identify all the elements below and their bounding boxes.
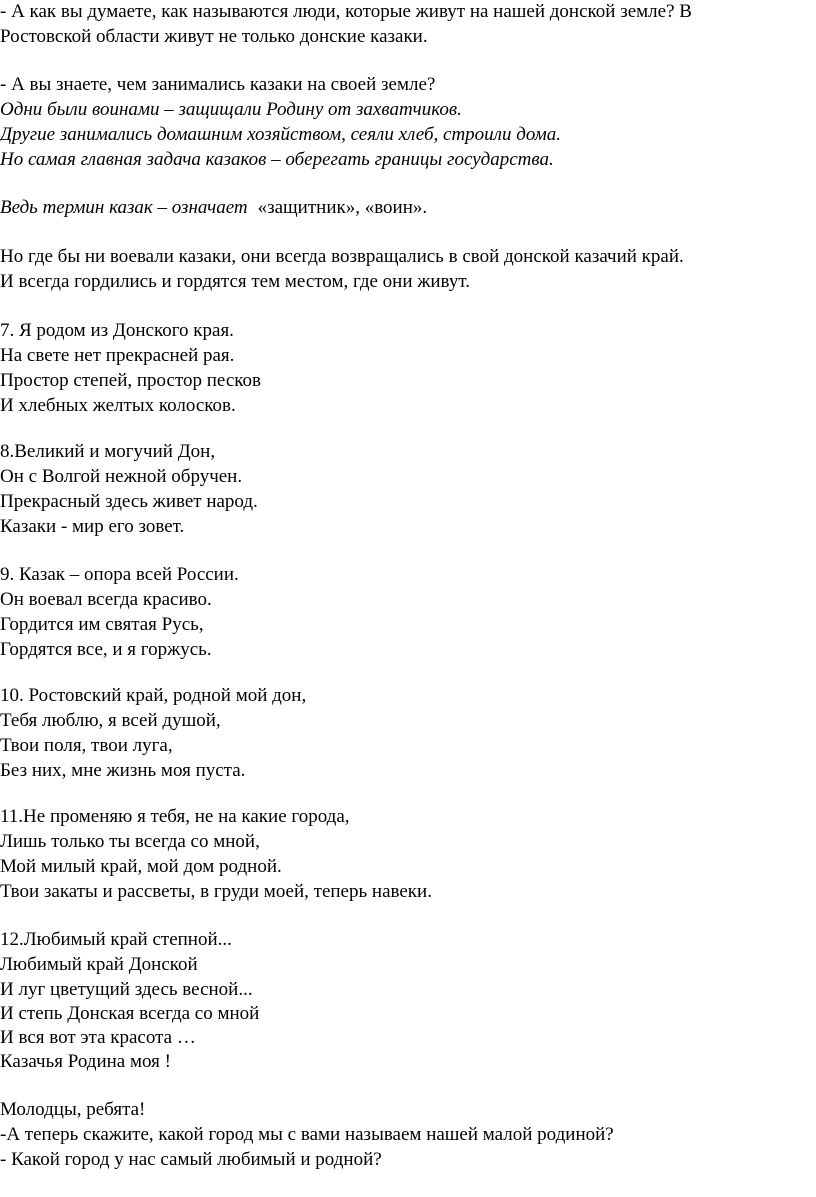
outro-line-1: Но где бы ни воевали казаки, они всегда возвращались в свой донской казачий край.	[0, 246, 684, 267]
poem-9-line-3: Гордится им святая Русь,	[0, 614, 204, 635]
poem-12-line-6: Казачья Родина моя !	[0, 1051, 171, 1072]
intro-line-1: - А как вы думаете, как называются люди, которые живут на нашей донской земле? В	[0, 1, 692, 22]
poem-11-line-3: Мой милый край, мой дом родной.	[0, 856, 282, 877]
closing-line-1: Молодцы, ребята!	[0, 1099, 146, 1120]
poem-10-line-1: 10. Ростовский край, родной мой дон,	[0, 685, 307, 706]
poem-9-line-4: Гордятся все, и я горжусь.	[0, 639, 212, 660]
closing-line-3: - Какой город у нас самый любимый и родной?	[0, 1149, 382, 1170]
poem-12-line-5: И вся вот эта красота …	[0, 1027, 196, 1048]
poem-10-line-2: Тебя люблю, я всей душой,	[0, 710, 221, 731]
poem-9-line-1: 9. Казак – опора всей России.	[0, 564, 239, 585]
closing-line-2: -А теперь скажите, какой город мы с вами называем нашей малой родиной?	[0, 1124, 614, 1145]
poem-12-line-2: Любимый край Донской	[0, 954, 198, 975]
answer-line-2: Другие занимались домашним хозяйством, сеяли хлеб, строили дома.	[0, 124, 561, 145]
poem-9-line-2: Он воевал всегда красиво.	[0, 589, 212, 610]
poem-7-line-2: На свете нет прекрасней рая.	[0, 345, 235, 366]
poem-8-line-2: Он с Волгой нежной обручен.	[0, 466, 243, 487]
answer-line-3: Но самая главная задача казаков – оберегать границы государства.	[0, 149, 554, 170]
poem-12-line-1: 12.Любимый край степной...	[0, 929, 232, 950]
outro-line-2: И всегда гордились и гордятся тем местом, где они живут.	[0, 271, 470, 292]
poem-7-line-1: 7. Я родом из Донского края.	[0, 320, 234, 341]
poem-11-line-4: Твои закаты и рассветы, в груди моей, теперь навеки.	[0, 881, 432, 902]
poem-12-line-3: И луг цветущий здесь весной...	[0, 979, 253, 1000]
poem-8-line-3: Прекрасный здесь живет народ.	[0, 491, 258, 512]
poem-10-line-4: Без них, мне жизнь моя пуста.	[0, 760, 246, 781]
poem-11-line-2: Лишь только ты всегда со мной,	[0, 831, 260, 852]
answer-line-1: Одни были воинами – защищали Родину от захватчиков.	[0, 99, 462, 120]
term-italic: Ведь термин казак – означает	[0, 197, 248, 218]
term-plain: «защитник», «воин».	[257, 197, 428, 218]
poem-8-line-4: Казаки - мир его зовет.	[0, 516, 185, 537]
poem-12-line-4: И степь Донская всегда со мной	[0, 1003, 260, 1024]
question-line: - А вы знаете, чем занимались казаки на своей земле?	[0, 74, 436, 95]
poem-10-line-3: Твои поля, твои луга,	[0, 735, 173, 756]
term-line	[0, 196, 427, 220]
poem-7-line-3: Простор степей, простор песков	[0, 370, 261, 391]
poem-8-line-1: 8.Великий и могучий Дон,	[0, 441, 216, 462]
poem-7-line-4: И хлебных желтых колосков.	[0, 395, 236, 416]
poem-11-line-1: 11.Не променяю я тебя, не на какие города,	[0, 806, 350, 827]
intro-line-2: Ростовской области живут не только донские казаки.	[0, 26, 428, 47]
